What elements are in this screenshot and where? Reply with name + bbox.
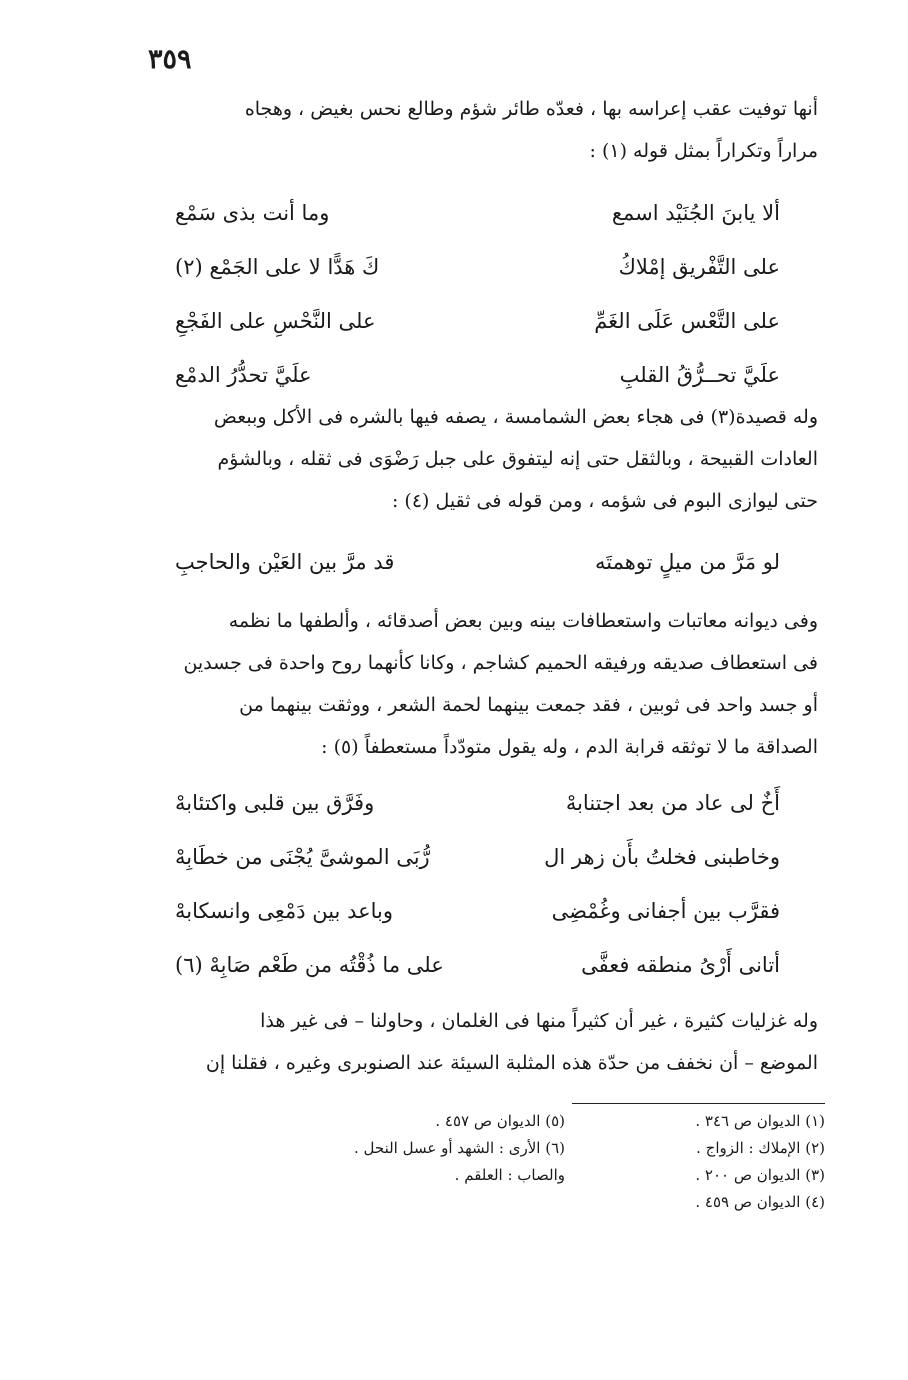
- verse-first-hemistich: على التَّفْريق إمْلاكُ: [618, 255, 780, 279]
- verse-row: [175, 776, 780, 830]
- text-line: الصداقة ما لا توثقه قرابة الدم ، وله يقول متودّداً مستعطفاً (٥) :: [321, 736, 818, 758]
- footnote: (٣) الديوان ص ٢٠٠ .: [695, 1166, 825, 1184]
- verse-row: [175, 240, 780, 294]
- poem-3: [175, 776, 780, 992]
- verse-second-hemistich: وباعد بين دَمْعِى وانسكابهْ: [175, 899, 394, 923]
- verse-second-hemistich: وفَرَّق بين قلبى واكتئابهْ: [175, 791, 375, 815]
- verse-row: [175, 884, 780, 938]
- verse-second-hemistich: على ما ذُقْتُه من طَعْم صَابِهْ (٦): [175, 953, 444, 977]
- text-line: العادات القبيحة ، وبالثقل حتى إنه ليتفوق على جبل رَضْوَى فى ثقله ، وبالشؤم: [217, 448, 818, 470]
- verse-row: [175, 938, 780, 992]
- text-line: فى استعطاف صديقه ورفيقه الحميم كشاجم ، وكانا كأنهما روح واحدة فى جسدين: [183, 652, 818, 674]
- text-line: مراراً وتكراراً بمثل قوله (١) :: [589, 140, 818, 162]
- footnotes-column-left: [280, 1108, 565, 1189]
- poem-2: [175, 550, 780, 574]
- verse-second-hemistich: رُّبَى الموشىَّ يُجْنَى من خطَابِهْ: [175, 845, 430, 869]
- text-line: وفى ديوانه معاتبات واستعطافات بينه وبين بعض أصدقائه ، وألطفها ما نظمه: [228, 610, 818, 632]
- footnote: (١) الديوان ص ٣٤٦ .: [695, 1112, 825, 1130]
- verse-first-hemistich: على التَّعْس عَلَى الغَمِّ: [594, 309, 780, 333]
- footnote: (٦) الأرى : الشهد أو عسل النحل .: [354, 1139, 565, 1157]
- footnote: (٢) الإملاك : الزواج .: [696, 1139, 825, 1157]
- footnotes-column-right: [580, 1108, 825, 1216]
- verse-first-hemistich: ألا يابنَ الجُنَيْد اسمع: [611, 201, 780, 225]
- verse-first-hemistich: فقرَّب بين أجفانى وغُمْضِى: [551, 899, 780, 923]
- footnote: (٤) الديوان ص ٤٥٩ .: [695, 1193, 825, 1211]
- verse-row: [175, 294, 780, 348]
- paragraph-1: [138, 88, 818, 172]
- verse-second-hemistich: وما أنت بذى سَمْع: [175, 201, 330, 225]
- poem-1: [175, 186, 780, 402]
- page-number: ٣٥٩: [148, 44, 192, 75]
- footnote-separator: [572, 1103, 825, 1104]
- verse-row: [175, 186, 780, 240]
- verse-first-hemistich: علَيَّ تحــرُّقُ القلبِ: [619, 363, 780, 387]
- text-line: أو جسد واحد فى ثوبين ، فقد جمعت بينهما لحمة الشعر ، ووثقت بينهما من: [239, 694, 818, 716]
- verse-first-hemistich: أتانى أَرْىُ منطقه فعفَّى: [581, 953, 780, 977]
- verse-second-hemistich: على النَّحْسِ على الفَجْعِ: [175, 309, 376, 333]
- footnote: (٥) الديوان ص ٤٥٧ .: [435, 1112, 565, 1130]
- paragraph-3: [138, 600, 818, 768]
- paragraph-4: [138, 1000, 818, 1084]
- verse-second-hemistich: علَيَّ تحدُّرُ الدمْع: [175, 363, 312, 387]
- verse-row: [175, 348, 780, 402]
- footnote: والصاب : العلقم .: [454, 1166, 565, 1184]
- verse-first-hemistich: وخاطبنى فخلتُ بأَن زهر ال: [544, 845, 780, 869]
- paragraph-2: [138, 396, 818, 522]
- text-line: الموضع – أن نخفف من حدّة هذه المثلبة السيئة عند الصنوبرى وغيره ، فقلنا إن: [205, 1052, 818, 1074]
- text-line: حتى ليوازى البوم فى شؤمه ، ومن قوله فى ثقيل (٤) :: [391, 490, 818, 512]
- verse-row: [175, 830, 780, 884]
- text-line: وله غزليات كثيرة ، غير أن كثيراً منها فى الغلمان ، وحاولنا – فى غير هذا: [260, 1010, 818, 1032]
- verse-first-hemistich: أَخٌ لى عاد من بعد اجتنابهْ: [565, 791, 780, 815]
- verse-second-hemistich: قد مرَّ بين العَيْن والحاجبِ: [175, 550, 395, 574]
- verse-second-hemistich: كَ هَدًّا لا على الجَمْع (٢): [175, 255, 380, 279]
- text-line: وله قصيدة(٣) فى هجاء بعض الشمامسة ، يصفه فيها بالشره فى الأكل وببعض: [213, 406, 818, 428]
- verse-first-hemistich: لو مَرَّ من ميلٍ توهمتَه: [594, 550, 780, 574]
- text-line: أنها توفيت عقب إعراسه بها ، فعدّه طائر شؤم وطالع نحس بغيض ، وهجاه: [244, 98, 818, 120]
